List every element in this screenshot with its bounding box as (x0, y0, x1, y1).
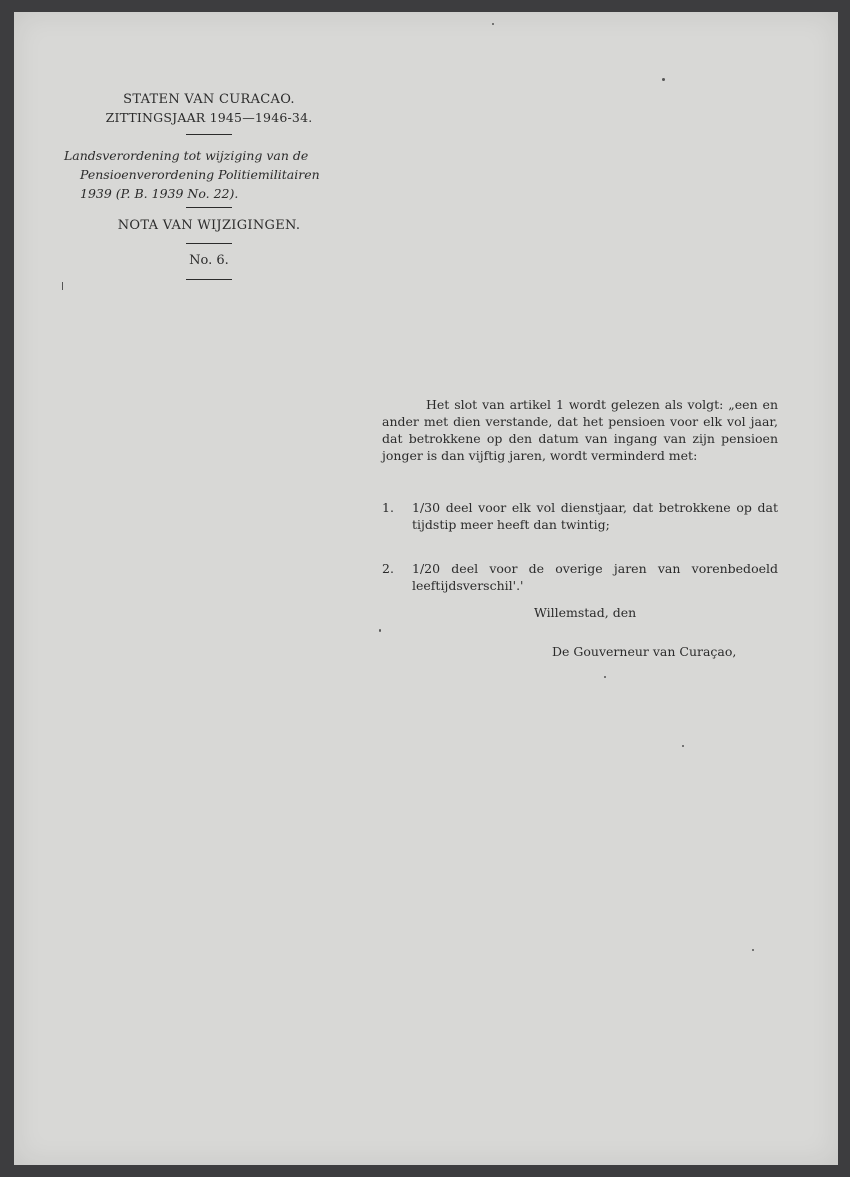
divider (186, 134, 232, 135)
header-session-year: ZITTINGSJAAR 1945—1946-34. (105, 110, 313, 125)
list-item-number: 1. (382, 500, 394, 515)
nota-title: NOTA VAN WIJZIGINGEN. (117, 218, 301, 233)
paper-speck (752, 949, 754, 951)
list-item-text: 1/20 deel voor de overige jaren van vorenbedoeld leeftijdsverschil'.' (412, 561, 778, 593)
signature-signatory: De Gouverneur van Curaçao, (552, 644, 737, 659)
signature-place: Willemstad, den (534, 605, 637, 620)
list-item-text: 1/30 deel voor elk vol dienstjaar, dat betrokkene op dat tijdstip meer heeft dan twintig; (412, 500, 778, 532)
subject-block (64, 146, 364, 203)
list-item (382, 499, 778, 533)
paper-speck (662, 78, 665, 81)
list-item-number: 2. (382, 561, 394, 576)
paper-speck (492, 23, 494, 25)
paper-speck (62, 282, 63, 290)
nota-number: No. 6. (189, 253, 229, 268)
divider (186, 207, 232, 208)
subject-line: Landsverordening tot wijziging van de (64, 148, 309, 163)
paper-speck (379, 629, 381, 632)
subject-line: Pensioenverordening Politiemilitairen (80, 167, 320, 182)
divider (186, 279, 232, 280)
paper-speck (604, 676, 606, 678)
paper-speck (682, 745, 684, 747)
amendment-paragraph: Het slot van artikel 1 wordt gelezen als volgt: „een en ander met dien verstande, dat het pensioen voor elk vol jaar, dat betrokkene op den datum van ingang van zijn pensioen jonger is dan vijftig jaren, wordt verminderd met: (382, 397, 778, 463)
divider (186, 243, 232, 244)
document-page (14, 12, 838, 1165)
list-item (382, 560, 778, 594)
header-title: STATEN VAN CURACAO. (123, 92, 295, 107)
subject-line: 1939 (P. B. 1939 No. 22). (80, 186, 239, 201)
